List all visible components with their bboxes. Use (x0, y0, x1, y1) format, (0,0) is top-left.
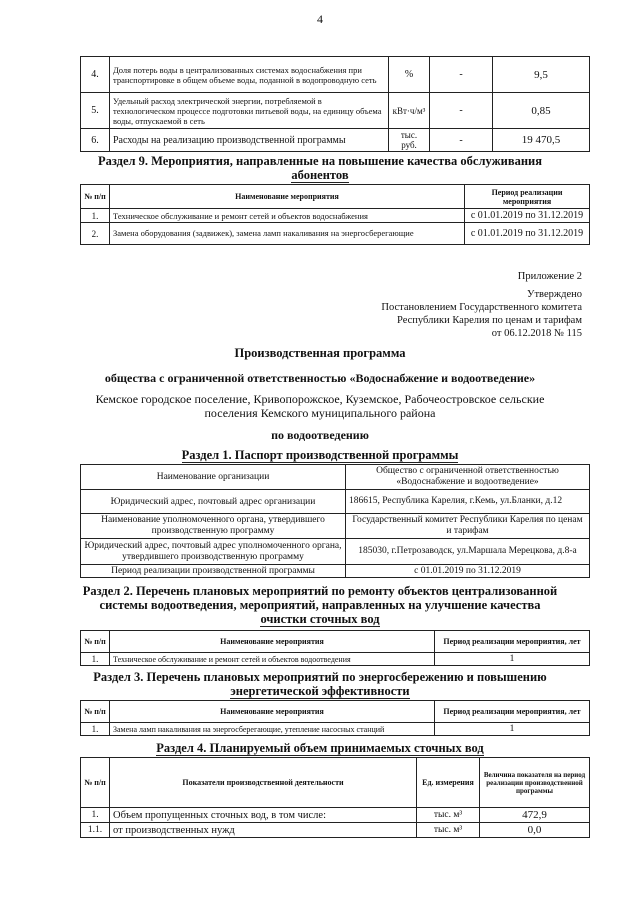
passport-value: с 01.01.2019 по 31.12.2019 (346, 565, 590, 578)
approval-line1: Постановлением Государственного комитета (381, 302, 582, 313)
table-header-row (81, 758, 590, 808)
appendix-label: Приложение 2 (517, 271, 582, 282)
indicator-unit: % (389, 57, 430, 93)
passport-label: Наименование уполномоченного органа, утвердившего производственную программу (81, 514, 346, 539)
measure-period: с 01.01.2019 по 31.12.2019 (465, 223, 590, 245)
indicator-value: 19 470,5 (493, 129, 590, 152)
table-row (81, 57, 590, 93)
col-header-num: № п/п (81, 185, 110, 209)
col-header-unit: Ед. измерения (417, 758, 480, 808)
measure-name: Замена ламп накаливания на энергосберегающие, утепление насосных станций (110, 723, 435, 736)
row-number: 1. (81, 653, 110, 666)
table-row (81, 209, 590, 223)
measure-name: Техническое обслуживание и ремонт сетей и объектов водоснабжения (110, 209, 465, 223)
col-header-num: № п/п (81, 631, 110, 653)
measure-name: Техническое обслуживание и ремонт сетей и объектов водоотведения (110, 653, 435, 666)
col-header-num: № п/п (81, 701, 110, 723)
table-row (81, 93, 590, 129)
col-header-name: Наименование мероприятия (110, 185, 465, 209)
program-title: Производственная программа (234, 346, 406, 360)
passport-value: Общество с ограниченной ответственностью «Водоснабжение и водоотведение» (346, 465, 590, 490)
indicator-unit: тыс. руб. (389, 129, 430, 152)
row-number: 1. (81, 209, 110, 223)
table-row (81, 490, 590, 514)
table-row (81, 514, 590, 539)
table-row (81, 565, 590, 578)
passport-label: Период реализации производственной программы (81, 565, 346, 578)
approval-block (381, 270, 582, 340)
col-header-period: Период реализации мероприятия, лет (435, 701, 590, 723)
passport-table (80, 464, 590, 578)
table-row (81, 653, 590, 666)
col-header-num: № п/п (81, 758, 110, 808)
indicator-name: Расходы на реализацию производственной программы (110, 129, 389, 152)
row-number: 1. (81, 723, 110, 736)
table-row (81, 808, 590, 823)
table-row (81, 823, 590, 838)
table-row (81, 723, 590, 736)
row-number: 6. (81, 129, 110, 152)
indicator-name: Доля потерь воды в централизованных системах водоснабжения при транспортировке в общем объеме воды, поданной в водопроводную сеть (110, 57, 389, 93)
section4-table (80, 757, 590, 838)
section3-title-line1: Раздел 3. Перечень плановых мероприятий по энергосбережению и повышению (93, 670, 547, 684)
row-number: 5. (81, 93, 110, 129)
page-number: 4 (317, 12, 323, 26)
passport-value: 185030, г.Петрозаводск, ул.Маршала Мерецкова, д.8-а (346, 539, 590, 565)
measure-name: Замена оборудования (задвижек), замена ламп накаливания на энергосберегающие (110, 223, 465, 245)
section2-title-line3: очистки сточных вод (260, 612, 380, 626)
program-subtitle: по водоотведению (271, 428, 369, 442)
section2-title-line1: Раздел 2. Перечень плановых мероприятий по ремонту объектов централизованной (82, 584, 558, 598)
row-number: 1. (81, 808, 110, 823)
passport-value: 186615, Республика Карелия, г.Кемь, ул.Бланки, д.12 (346, 490, 590, 514)
section9-title-line1: Раздел 9. Мероприятия, направленные на повышение качества обслуживания (97, 154, 543, 168)
table-row (81, 539, 590, 565)
col-header-value: Величина показателя на период реализации производственной программы (480, 758, 590, 808)
table-row (81, 129, 590, 152)
indicator-name: Объем пропущенных сточных вод, в том числе: (110, 808, 417, 823)
table-row (81, 465, 590, 490)
row-number: 4. (81, 57, 110, 93)
row-number: 1.1. (81, 823, 110, 838)
measure-period: с 01.01.2019 по 31.12.2019 (465, 209, 590, 223)
indicator-value: 0,0 (480, 823, 590, 838)
indicator-unit: тыс. м³ (417, 808, 480, 823)
section2-title-line2: системы водоотведения, мероприятий, направленных на улучшение качества (99, 598, 541, 612)
indicator-unit: тыс. м³ (417, 823, 480, 838)
passport-label: Юридический адрес, почтовый адрес уполномоченного органа, утвердившего производственную программу (81, 539, 346, 565)
program-org-line: общества с ограниченной ответственностью «Водоснабжение и водоотведение» (104, 371, 536, 385)
section9-title-line2: абонентов (291, 168, 349, 182)
indicator-base: - (430, 57, 493, 93)
indicator-unit: кВт·ч/м³ (389, 93, 430, 129)
section2-title (0, 584, 640, 626)
section2-table (80, 630, 590, 666)
indicator-base: - (430, 129, 493, 152)
col-header-name: Наименование мероприятия (110, 631, 435, 653)
indicator-base: - (430, 93, 493, 129)
section4-title-text: Раздел 4. Планируемый объем принимаемых сточных вод (156, 741, 484, 755)
section1-title-text: Раздел 1. Паспорт производственной программы (181, 448, 459, 462)
measure-period: 1 (435, 653, 590, 666)
indicator-value: 0,85 (493, 93, 590, 129)
section3-table (80, 700, 590, 736)
indicators-table (80, 56, 590, 152)
approved-label: Утверждено (527, 289, 582, 300)
table-row (81, 223, 590, 245)
passport-label: Наименование организации (81, 465, 346, 490)
approval-line3: от 06.12.2018 № 115 (491, 328, 582, 339)
section9-title (0, 154, 640, 182)
section3-title (0, 670, 640, 698)
section3-title-line2: энергетической эффективности (230, 684, 410, 698)
col-header-period: Период реализации мероприятия, лет (435, 631, 590, 653)
section4-title (0, 741, 640, 755)
passport-label: Юридический адрес, почтовый адрес организации (81, 490, 346, 514)
measure-period: 1 (435, 723, 590, 736)
table-header-row (81, 631, 590, 653)
settlements-line2: поселения Кемского муниципального района (204, 406, 436, 420)
indicator-name: от производственных нужд (110, 823, 417, 838)
settlements-line1: Кемское городское поселение, Кривопорожское, Куземское, Рабочеостровское сельские (95, 392, 545, 406)
section9-table (80, 184, 590, 245)
col-header-name: Наименование мероприятия (110, 701, 435, 723)
col-header-name: Показатели производственной деятельности (110, 758, 417, 808)
program-settlements (0, 392, 640, 420)
section1-title (0, 448, 640, 462)
row-number: 2. (81, 223, 110, 245)
col-header-period: Период реализации мероприятия (465, 185, 590, 209)
indicator-value: 472,9 (480, 808, 590, 823)
indicator-value: 9,5 (493, 57, 590, 93)
indicator-name: Удельный расход электрической энергии, потребляемой в технологическом процессе подготовки питьевой воды, на единицу объема воды, отпускаемой в сеть (110, 93, 389, 129)
table-header-row (81, 185, 590, 209)
passport-value: Государственный комитет Республики Карелия по ценам и тарифам (346, 514, 590, 539)
table-header-row (81, 701, 590, 723)
approval-line2: Республики Карелия по ценам и тарифам (397, 315, 582, 326)
